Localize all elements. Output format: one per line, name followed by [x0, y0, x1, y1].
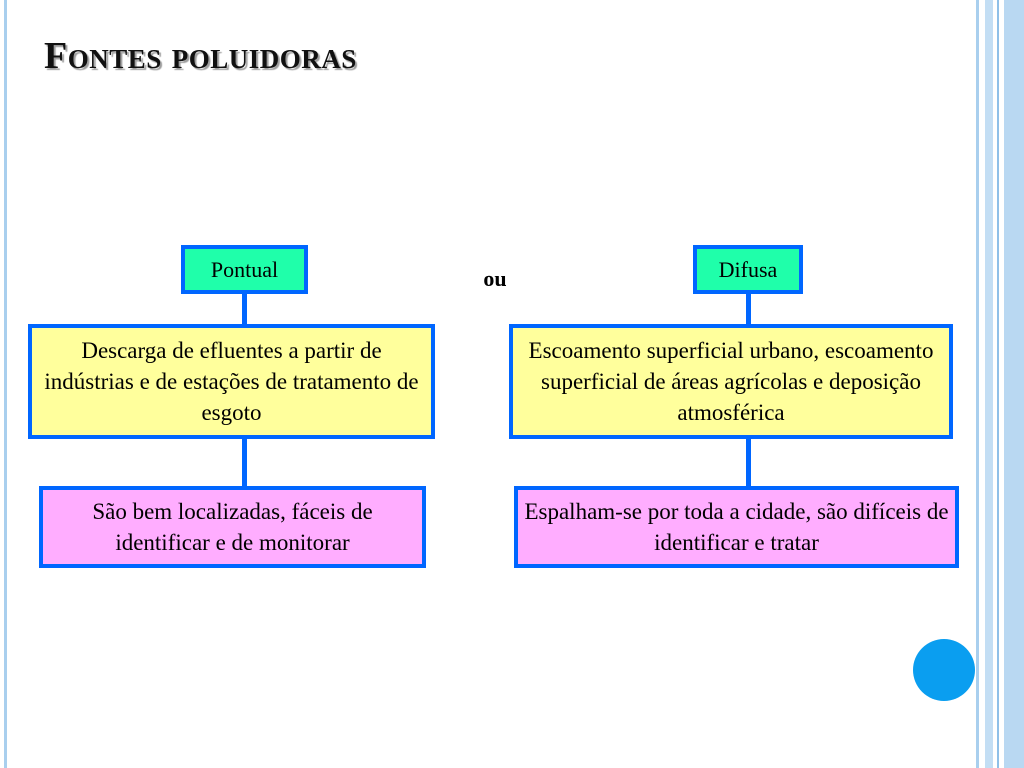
- decorative-circle: [913, 639, 975, 701]
- diffuse-source-traits: Espalham-se por toda a cidade, são difíceis de identificar e tratar: [524, 499, 949, 555]
- connector-line: [746, 438, 751, 487]
- slide-title: Fontes poluidoras: [44, 35, 357, 77]
- point-source-heading: Pontual: [210, 257, 279, 282]
- connector-line: [242, 293, 247, 326]
- diffuse-source-traits-box: [514, 486, 959, 568]
- point-source-heading-box: [181, 245, 308, 294]
- connector-word: ou: [483, 266, 507, 291]
- diffuse-source-description-box: [509, 324, 953, 439]
- point-source-traits: São bem localizadas, fáceis de identificar e de monitorar: [92, 499, 373, 555]
- diffuse-source-description: Escoamento superficial urbano, escoamento superficial de áreas agrícolas e deposição atmosférica: [528, 338, 934, 425]
- connector-line: [242, 438, 247, 487]
- diffuse-source-heading: Difusa: [718, 257, 778, 282]
- diffuse-source-heading-box: [693, 245, 803, 294]
- point-source-description-box: [28, 324, 435, 439]
- point-source-traits-box: [39, 486, 426, 568]
- connector-line: [746, 293, 751, 326]
- point-source-description: Descarga de efluentes a partir de indústrias e de estações de tratamento de esgoto: [44, 338, 419, 425]
